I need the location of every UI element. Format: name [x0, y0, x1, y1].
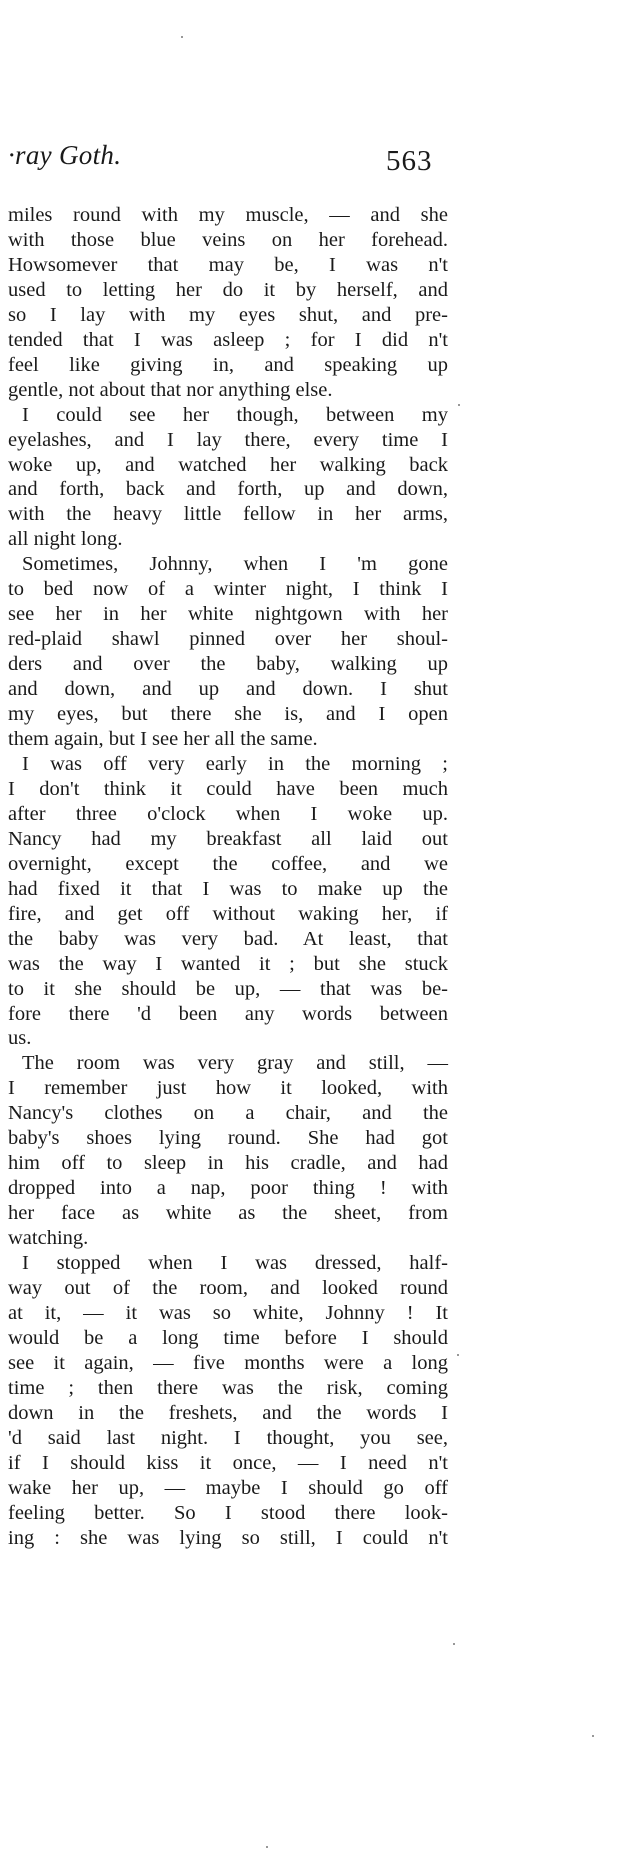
text-line: dropped into a nap, poor thing ! with	[8, 1177, 448, 1200]
text-line: I stopped when I was dressed, half-	[22, 1252, 448, 1275]
text-line: Sometimes, Johnny, when I 'm gone	[22, 553, 448, 576]
text-line: fore there 'd been any words between	[8, 1002, 448, 1025]
text-line: after three o'clock when I woke up.	[8, 802, 448, 825]
paper-speck	[266, 1846, 268, 1848]
text-line: watching.	[8, 1227, 89, 1250]
text-line: see her in her white nightgown with her	[8, 603, 448, 626]
text-line: ing : she was lying so still, I could n't	[8, 1526, 448, 1549]
text-line: tended that I was asleep ; for I did n't	[8, 328, 448, 351]
text-line: feeling better. So I stood there look-	[8, 1501, 448, 1524]
text-line: I don't think it could have been much	[8, 777, 448, 800]
text-line: my eyes, but there she is, and I open	[8, 703, 448, 726]
text-line: used to letting her do it by herself, and	[8, 278, 448, 301]
text-line: with the heavy little fellow in her arms,	[8, 503, 448, 526]
paper-speck	[181, 36, 183, 38]
text-line: eyelashes, and I lay there, every time I	[8, 428, 448, 451]
text-line: him off to sleep in his cradle, and had	[8, 1152, 448, 1175]
text-line: to bed now of a winter night, I think I	[8, 578, 448, 601]
text-line: baby's shoes lying round. She had got	[8, 1127, 448, 1150]
text-line: Nancy's clothes on a chair, and the	[8, 1102, 448, 1125]
text-line: had fixed it that I was to make up the	[8, 877, 448, 900]
text-line: fire, and get off without waking her, if	[8, 902, 448, 925]
text-line: them again, but I see her all the same.	[8, 728, 318, 751]
text-line: miles round with my muscle, — and she	[8, 204, 448, 226]
paper-speck	[453, 1643, 455, 1645]
text-line: 'd said last night. I thought, you see,	[8, 1426, 448, 1449]
text-line: time ; then there was the risk, coming	[8, 1376, 448, 1399]
text-line: gentle, not about that nor anything else.	[8, 378, 333, 401]
text-line: red-plaid shawl pinned over her shoul-	[8, 628, 448, 651]
text-line: at it, — it was so white, Johnny ! It	[8, 1301, 448, 1324]
text-line: overnight, except the coffee, and we	[8, 852, 448, 875]
text-line: and down, and up and down. I shut	[8, 678, 448, 701]
text-line: I was off very early in the morning ;	[22, 752, 448, 775]
text-line: and forth, back and forth, up and down,	[8, 478, 448, 501]
text-line: I could see her though, between my	[22, 403, 448, 426]
text-line: down in the freshets, and the words I	[8, 1401, 448, 1424]
text-column	[8, 203, 448, 1550]
paper-speck	[457, 1354, 459, 1356]
text-line: see it again, — five months were a long	[8, 1351, 448, 1374]
running-header-title: ·ray Goth.	[8, 140, 122, 170]
text-line: The room was very gray and still, —	[22, 1052, 448, 1075]
text-line: us.	[8, 1027, 32, 1050]
text-line: ders and over the baby, walking up	[8, 653, 448, 676]
text-line: the baby was very bad. At least, that	[8, 927, 448, 950]
text-line: woke up, and watched her walking back	[8, 453, 448, 476]
text-line: wake her up, — maybe I should go off	[8, 1476, 448, 1499]
text-line: I remember just how it looked, with	[8, 1077, 448, 1100]
text-line: all night long.	[8, 528, 123, 551]
page-number: 563	[386, 145, 433, 177]
text-line: with those blue veins on her forehead.	[8, 228, 448, 251]
text-line: her face as white as the sheet, from	[8, 1202, 448, 1225]
text-line: if I should kiss it once, — I need n't	[8, 1451, 448, 1474]
text-line: Nancy had my breakfast all laid out	[8, 827, 448, 850]
text-line: feel like giving in, and speaking up	[8, 353, 448, 376]
text-line: was the way I wanted it ; but she stuck	[8, 952, 448, 975]
text-line: so I lay with my eyes shut, and pre-	[8, 303, 448, 326]
text-line: way out of the room, and looked round	[8, 1276, 448, 1299]
text-line: Howsomever that may be, I was n't	[8, 253, 448, 276]
paper-speck	[592, 1735, 594, 1737]
paper-speck	[458, 404, 460, 406]
text-line: to it she should be up, — that was be-	[8, 977, 448, 1000]
text-line: would be a long time before I should	[8, 1326, 448, 1349]
